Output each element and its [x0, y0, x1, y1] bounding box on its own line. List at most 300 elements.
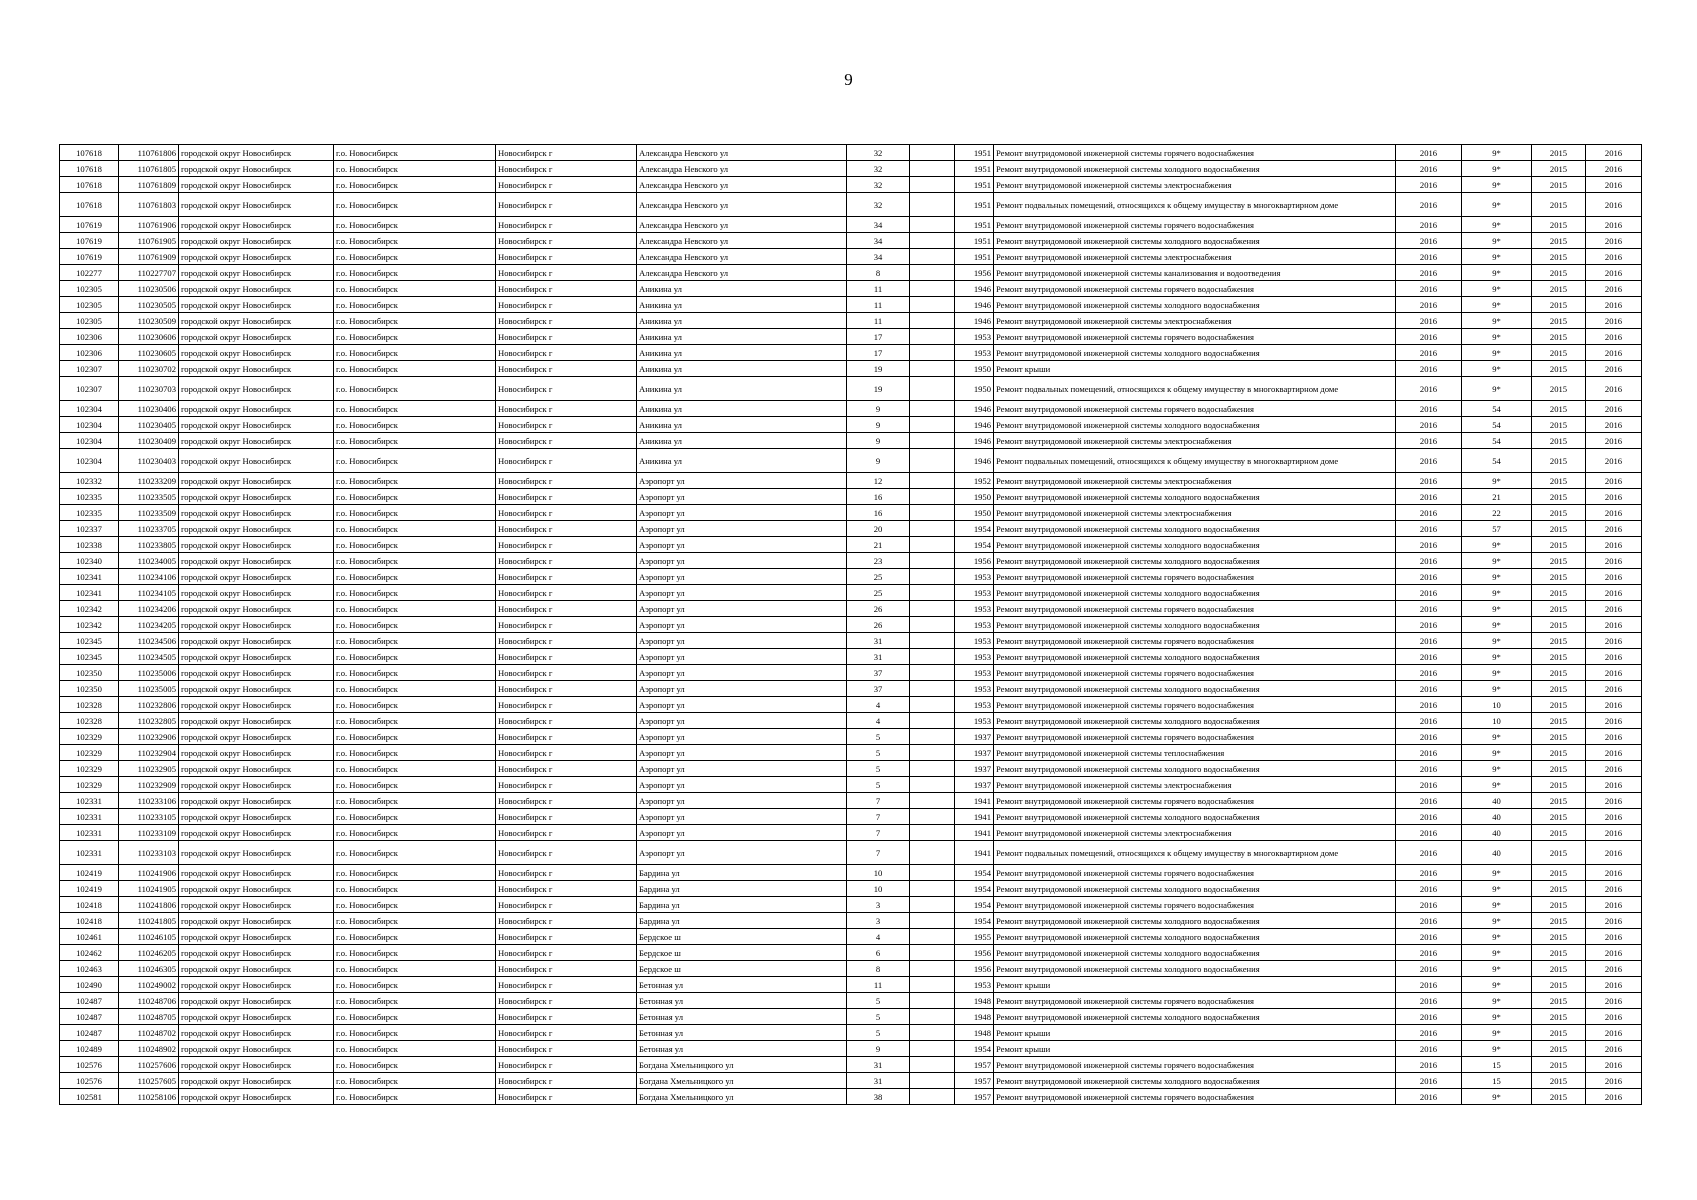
cell-municipality: г.о. Новосибирск [334, 265, 496, 281]
cell-municipality: г.о. Новосибирск [334, 929, 496, 945]
cell-program-id: 110233805 [119, 537, 179, 553]
cell-year-c: 2015 [1532, 961, 1586, 977]
cell-year-a: 2016 [1396, 913, 1462, 929]
cell-year-c: 2015 [1532, 825, 1586, 841]
cell-year-a: 2016 [1396, 1057, 1462, 1073]
cell-year-c: 2015 [1532, 977, 1586, 993]
cell-municipal-district: городской округ Новосибирск [179, 1057, 334, 1073]
cell-program-id: 110230406 [119, 401, 179, 417]
cell-col-b: 9* [1462, 777, 1532, 793]
cell-street: Аникина ул [637, 345, 847, 361]
cell-program-id: 110234205 [119, 617, 179, 633]
cell-year-d: 2016 [1586, 1089, 1642, 1105]
cell-program-id: 110230409 [119, 433, 179, 449]
cell-house-number: 11 [847, 297, 910, 313]
cell-year-d: 2016 [1586, 617, 1642, 633]
cell-year-a: 2016 [1396, 961, 1462, 977]
cell-year-built: 1954 [955, 881, 994, 897]
cell-year-a: 2016 [1396, 945, 1462, 961]
cell-program-id: 110232905 [119, 761, 179, 777]
cell-house-id: 102487 [60, 993, 119, 1009]
table-row [60, 601, 1642, 617]
cell-house-number: 20 [847, 521, 910, 537]
cell-year-c: 2015 [1532, 649, 1586, 665]
cell-col-b: 9* [1462, 1025, 1532, 1041]
cell-year-built: 1951 [955, 161, 994, 177]
cell-house-number: 4 [847, 713, 910, 729]
cell-house-id: 102305 [60, 297, 119, 313]
cell-year-c: 2015 [1532, 345, 1586, 361]
cell-program-id: 110233209 [119, 473, 179, 489]
cell-program-id: 110761905 [119, 233, 179, 249]
cell-house-number: 34 [847, 217, 910, 233]
cell-year-built: 1951 [955, 193, 994, 217]
cell-work-type: Ремонт внутридомовой инженерной системы горячего водоснабжения [994, 401, 1396, 417]
cell-year-d: 2016 [1586, 361, 1642, 377]
cell-building [910, 401, 955, 417]
cell-municipal-district: городской округ Новосибирск [179, 713, 334, 729]
cell-municipal-district: городской округ Новосибирск [179, 161, 334, 177]
cell-house-number: 7 [847, 809, 910, 825]
cell-municipal-district: городской округ Новосибирск [179, 329, 334, 345]
cell-street: Бердское ш [637, 961, 847, 977]
cell-year-d: 2016 [1586, 265, 1642, 281]
cell-municipal-district: городской округ Новосибирск [179, 585, 334, 601]
cell-year-c: 2015 [1532, 249, 1586, 265]
cell-street: Аникина ул [637, 297, 847, 313]
cell-municipal-district: городской округ Новосибирск [179, 897, 334, 913]
cell-municipality: г.о. Новосибирск [334, 1009, 496, 1025]
cell-year-c: 2015 [1532, 1041, 1586, 1057]
cell-year-built: 1950 [955, 489, 994, 505]
cell-year-d: 2016 [1586, 865, 1642, 881]
cell-year-a: 2016 [1396, 161, 1462, 177]
cell-municipal-district: городской округ Новосибирск [179, 553, 334, 569]
cell-municipality: г.о. Новосибирск [334, 521, 496, 537]
cell-work-type: Ремонт внутридомовой инженерной системы холодного водоснабжения [994, 649, 1396, 665]
cell-municipal-district: городской округ Новосибирск [179, 617, 334, 633]
cell-year-d: 2016 [1586, 505, 1642, 521]
table-row [60, 977, 1642, 993]
cell-municipality: г.о. Новосибирск [334, 297, 496, 313]
cell-year-built: 1946 [955, 449, 994, 473]
cell-municipal-district: городской округ Новосибирск [179, 1073, 334, 1089]
cell-year-a: 2016 [1396, 681, 1462, 697]
cell-house-id: 102332 [60, 473, 119, 489]
cell-year-built: 1957 [955, 1089, 994, 1105]
cell-year-a: 2016 [1396, 865, 1462, 881]
cell-municipal-district: городской округ Новосибирск [179, 793, 334, 809]
cell-building [910, 977, 955, 993]
cell-municipality: г.о. Новосибирск [334, 585, 496, 601]
cell-year-built: 1956 [955, 945, 994, 961]
cell-building [910, 1041, 955, 1057]
cell-work-type: Ремонт внутридомовой инженерной системы горячего водоснабжения [994, 217, 1396, 233]
cell-year-c: 2015 [1532, 729, 1586, 745]
cell-col-b: 9* [1462, 881, 1532, 897]
cell-locality: Новосибирск г [496, 449, 637, 473]
cell-work-type: Ремонт подвальных помещений, относящихся к общему имуществу в многоквартирном доме [994, 841, 1396, 865]
cell-building [910, 777, 955, 793]
cell-year-a: 2016 [1396, 1025, 1462, 1041]
cell-year-c: 2015 [1532, 377, 1586, 401]
cell-building [910, 553, 955, 569]
cell-municipal-district: городской округ Новосибирск [179, 217, 334, 233]
cell-building [910, 449, 955, 473]
cell-house-id: 102329 [60, 777, 119, 793]
cell-locality: Новосибирск г [496, 1009, 637, 1025]
cell-street: Аэропорт ул [637, 681, 847, 697]
table-row [60, 1025, 1642, 1041]
cell-program-id: 110257605 [119, 1073, 179, 1089]
cell-street: Аэропорт ул [637, 473, 847, 489]
cell-locality: Новосибирск г [496, 145, 637, 161]
cell-house-id: 102328 [60, 713, 119, 729]
cell-year-c: 2015 [1532, 993, 1586, 1009]
cell-locality: Новосибирск г [496, 249, 637, 265]
cell-municipality: г.о. Новосибирск [334, 681, 496, 697]
cell-work-type: Ремонт внутридомовой инженерной системы горячего водоснабжения [994, 145, 1396, 161]
cell-municipal-district: городской округ Новосибирск [179, 1089, 334, 1105]
cell-program-id: 110761809 [119, 177, 179, 193]
cell-street: Аникина ул [637, 329, 847, 345]
cell-house-number: 37 [847, 681, 910, 697]
cell-program-id: 110246305 [119, 961, 179, 977]
cell-col-b: 9* [1462, 649, 1532, 665]
cell-year-d: 2016 [1586, 977, 1642, 993]
cell-building [910, 521, 955, 537]
cell-building [910, 793, 955, 809]
table-row [60, 993, 1642, 1009]
cell-municipality: г.о. Новосибирск [334, 881, 496, 897]
cell-year-a: 2016 [1396, 881, 1462, 897]
cell-house-id: 102461 [60, 929, 119, 945]
cell-locality: Новосибирск г [496, 161, 637, 177]
table-row [60, 417, 1642, 433]
cell-locality: Новосибирск г [496, 377, 637, 401]
cell-year-d: 2016 [1586, 249, 1642, 265]
cell-col-b: 9* [1462, 585, 1532, 601]
cell-year-c: 2015 [1532, 193, 1586, 217]
cell-program-id: 110233705 [119, 521, 179, 537]
cell-locality: Новосибирск г [496, 633, 637, 649]
cell-year-d: 2016 [1586, 449, 1642, 473]
cell-year-d: 2016 [1586, 433, 1642, 449]
cell-program-id: 110230506 [119, 281, 179, 297]
cell-municipality: г.о. Новосибирск [334, 161, 496, 177]
cell-year-d: 2016 [1586, 161, 1642, 177]
cell-year-c: 2015 [1532, 1057, 1586, 1073]
cell-year-c: 2015 [1532, 281, 1586, 297]
cell-building [910, 881, 955, 897]
cell-municipal-district: городской округ Новосибирск [179, 313, 334, 329]
cell-work-type: Ремонт внутридомовой инженерной системы электроснабжения [994, 313, 1396, 329]
cell-year-c: 2015 [1532, 329, 1586, 345]
cell-program-id: 110235005 [119, 681, 179, 697]
cell-year-c: 2015 [1532, 313, 1586, 329]
cell-street: Александра Невского ул [637, 233, 847, 249]
cell-year-a: 2016 [1396, 417, 1462, 433]
cell-municipal-district: городской округ Новосибирск [179, 881, 334, 897]
cell-municipal-district: городской округ Новосибирск [179, 697, 334, 713]
cell-col-b: 9* [1462, 233, 1532, 249]
cell-house-number: 5 [847, 1009, 910, 1025]
cell-house-id: 102304 [60, 401, 119, 417]
table-row [60, 145, 1642, 161]
cell-work-type: Ремонт внутридомовой инженерной системы горячего водоснабжения [994, 601, 1396, 617]
cell-year-d: 2016 [1586, 809, 1642, 825]
cell-building [910, 697, 955, 713]
cell-building [910, 281, 955, 297]
cell-program-id: 110234105 [119, 585, 179, 601]
cell-year-d: 2016 [1586, 313, 1642, 329]
repair-registry-table [59, 144, 1642, 1105]
cell-building [910, 601, 955, 617]
cell-street: Аэропорт ул [637, 521, 847, 537]
cell-col-b: 9* [1462, 929, 1532, 945]
cell-col-b: 9* [1462, 249, 1532, 265]
cell-program-id: 110246105 [119, 929, 179, 945]
cell-house-id: 102418 [60, 913, 119, 929]
cell-building [910, 1025, 955, 1041]
cell-street: Александра Невского ул [637, 145, 847, 161]
cell-municipal-district: городской округ Новосибирск [179, 417, 334, 433]
cell-locality: Новосибирск г [496, 961, 637, 977]
cell-year-c: 2015 [1532, 617, 1586, 633]
cell-building [910, 585, 955, 601]
cell-street: Аэропорт ул [637, 633, 847, 649]
cell-year-built: 1954 [955, 897, 994, 913]
table-row [60, 433, 1642, 449]
cell-house-number: 31 [847, 1057, 910, 1073]
cell-house-id: 107618 [60, 161, 119, 177]
cell-year-c: 2015 [1532, 177, 1586, 193]
cell-year-built: 1953 [955, 329, 994, 345]
cell-municipal-district: городской округ Новосибирск [179, 1041, 334, 1057]
table-row [60, 649, 1642, 665]
cell-house-number: 31 [847, 649, 910, 665]
cell-col-b: 9* [1462, 313, 1532, 329]
cell-year-a: 2016 [1396, 401, 1462, 417]
cell-municipality: г.о. Новосибирск [334, 713, 496, 729]
cell-year-d: 2016 [1586, 145, 1642, 161]
table-row [60, 521, 1642, 537]
cell-work-type: Ремонт внутридомовой инженерной системы электроснабжения [994, 249, 1396, 265]
cell-year-built: 1953 [955, 697, 994, 713]
cell-year-built: 1957 [955, 1073, 994, 1089]
cell-house-number: 34 [847, 233, 910, 249]
cell-locality: Новосибирск г [496, 569, 637, 585]
cell-year-a: 2016 [1396, 505, 1462, 521]
cell-year-built: 1953 [955, 585, 994, 601]
cell-street: Аэропорт ул [637, 617, 847, 633]
cell-street: Александра Невского ул [637, 265, 847, 281]
cell-work-type: Ремонт внутридомовой инженерной системы электроснабжения [994, 433, 1396, 449]
cell-work-type: Ремонт внутридомовой инженерной системы холодного водоснабжения [994, 617, 1396, 633]
cell-work-type: Ремонт внутридомовой инженерной системы горячего водоснабжения [994, 1057, 1396, 1073]
cell-year-d: 2016 [1586, 489, 1642, 505]
cell-year-built: 1937 [955, 745, 994, 761]
cell-locality: Новосибирск г [496, 897, 637, 913]
cell-program-id: 110761909 [119, 249, 179, 265]
cell-year-built: 1953 [955, 601, 994, 617]
cell-building [910, 473, 955, 489]
cell-municipality: г.о. Новосибирск [334, 473, 496, 489]
cell-year-c: 2015 [1532, 713, 1586, 729]
table-row [60, 161, 1642, 177]
table-row [60, 329, 1642, 345]
cell-work-type: Ремонт внутридомовой инженерной системы холодного водоснабжения [994, 1009, 1396, 1025]
cell-municipality: г.о. Новосибирск [334, 865, 496, 881]
cell-locality: Новосибирск г [496, 177, 637, 193]
cell-col-b: 9* [1462, 945, 1532, 961]
cell-year-d: 2016 [1586, 177, 1642, 193]
cell-house-id: 102328 [60, 697, 119, 713]
cell-program-id: 110230606 [119, 329, 179, 345]
cell-street: Аэропорт ул [637, 489, 847, 505]
cell-house-id: 102576 [60, 1057, 119, 1073]
cell-year-d: 2016 [1586, 329, 1642, 345]
cell-locality: Новосибирск г [496, 929, 637, 945]
cell-year-built: 1953 [955, 569, 994, 585]
cell-house-id: 107619 [60, 233, 119, 249]
cell-year-d: 2016 [1586, 401, 1642, 417]
cell-program-id: 110233109 [119, 825, 179, 841]
cell-year-c: 2015 [1532, 841, 1586, 865]
cell-locality: Новосибирск г [496, 697, 637, 713]
cell-year-d: 2016 [1586, 961, 1642, 977]
cell-program-id: 110230505 [119, 297, 179, 313]
cell-locality: Новосибирск г [496, 553, 637, 569]
cell-year-d: 2016 [1586, 913, 1642, 929]
cell-municipality: г.о. Новосибирск [334, 697, 496, 713]
cell-municipality: г.о. Новосибирск [334, 897, 496, 913]
cell-year-d: 2016 [1586, 521, 1642, 537]
cell-locality: Новосибирск г [496, 417, 637, 433]
cell-building [910, 993, 955, 1009]
cell-municipality: г.о. Новосибирск [334, 217, 496, 233]
cell-col-b: 9* [1462, 601, 1532, 617]
cell-house-id: 102338 [60, 537, 119, 553]
cell-col-b: 9* [1462, 177, 1532, 193]
cell-work-type: Ремонт внутридомовой инженерной системы холодного водоснабжения [994, 681, 1396, 697]
cell-locality: Новосибирск г [496, 729, 637, 745]
cell-program-id: 110234206 [119, 601, 179, 617]
cell-house-id: 102487 [60, 1009, 119, 1025]
cell-locality: Новосибирск г [496, 489, 637, 505]
cell-year-built: 1956 [955, 265, 994, 281]
cell-municipality: г.о. Новосибирск [334, 1089, 496, 1105]
cell-house-number: 7 [847, 793, 910, 809]
cell-street: Аэропорт ул [637, 761, 847, 777]
table-row [60, 841, 1642, 865]
cell-work-type: Ремонт внутридомовой инженерной системы горячего водоснабжения [994, 993, 1396, 1009]
cell-locality: Новосибирск г [496, 1041, 637, 1057]
cell-col-b: 15 [1462, 1073, 1532, 1089]
cell-house-id: 102329 [60, 729, 119, 745]
cell-municipality: г.о. Новосибирск [334, 281, 496, 297]
cell-street: Аэропорт ул [637, 713, 847, 729]
cell-year-a: 2016 [1396, 841, 1462, 865]
cell-municipality: г.о. Новосибирск [334, 489, 496, 505]
cell-year-a: 2016 [1396, 977, 1462, 993]
cell-year-built: 1941 [955, 825, 994, 841]
cell-municipal-district: городской округ Новосибирск [179, 361, 334, 377]
cell-building [910, 897, 955, 913]
cell-municipality: г.о. Новосибирск [334, 993, 496, 1009]
cell-program-id: 110248702 [119, 1025, 179, 1041]
cell-year-a: 2016 [1396, 233, 1462, 249]
cell-street: Аэропорт ул [637, 841, 847, 865]
cell-locality: Новосибирск г [496, 745, 637, 761]
table-row [60, 633, 1642, 649]
cell-year-built: 1952 [955, 473, 994, 489]
cell-house-number: 16 [847, 505, 910, 521]
cell-work-type: Ремонт внутридомовой инженерной системы холодного водоснабжения [994, 929, 1396, 945]
cell-year-a: 2016 [1396, 1089, 1462, 1105]
cell-program-id: 110232909 [119, 777, 179, 793]
cell-street: Аникина ул [637, 401, 847, 417]
cell-municipal-district: городской округ Новосибирск [179, 177, 334, 193]
cell-year-d: 2016 [1586, 585, 1642, 601]
cell-municipality: г.о. Новосибирск [334, 377, 496, 401]
cell-year-d: 2016 [1586, 745, 1642, 761]
cell-street: Богдана Хмельницкого ул [637, 1089, 847, 1105]
cell-house-number: 11 [847, 281, 910, 297]
cell-house-id: 102350 [60, 681, 119, 697]
cell-year-a: 2016 [1396, 249, 1462, 265]
cell-locality: Новосибирск г [496, 505, 637, 521]
cell-year-a: 2016 [1396, 473, 1462, 489]
cell-municipality: г.о. Новосибирск [334, 361, 496, 377]
cell-street: Бетонная ул [637, 977, 847, 993]
cell-year-a: 2016 [1396, 265, 1462, 281]
cell-house-number: 10 [847, 881, 910, 897]
cell-year-built: 1951 [955, 145, 994, 161]
cell-year-d: 2016 [1586, 553, 1642, 569]
cell-municipal-district: городской округ Новосибирск [179, 281, 334, 297]
cell-col-b: 9* [1462, 345, 1532, 361]
cell-house-id: 102306 [60, 329, 119, 345]
cell-work-type: Ремонт крыши [994, 361, 1396, 377]
cell-year-c: 2015 [1532, 265, 1586, 281]
cell-year-a: 2016 [1396, 1073, 1462, 1089]
cell-house-id: 102340 [60, 553, 119, 569]
cell-year-c: 2015 [1532, 681, 1586, 697]
cell-year-a: 2016 [1396, 193, 1462, 217]
cell-col-b: 40 [1462, 841, 1532, 865]
cell-building [910, 809, 955, 825]
table-row [60, 809, 1642, 825]
cell-year-c: 2015 [1532, 569, 1586, 585]
cell-work-type: Ремонт внутридомовой инженерной системы электроснабжения [994, 825, 1396, 841]
table-row [60, 913, 1642, 929]
cell-street: Аэропорт ул [637, 601, 847, 617]
cell-year-a: 2016 [1396, 569, 1462, 585]
cell-municipality: г.о. Новосибирск [334, 145, 496, 161]
cell-year-a: 2016 [1396, 777, 1462, 793]
cell-col-b: 9* [1462, 977, 1532, 993]
cell-municipal-district: городской округ Новосибирск [179, 945, 334, 961]
cell-col-b: 54 [1462, 401, 1532, 417]
cell-year-a: 2016 [1396, 585, 1462, 601]
cell-year-c: 2015 [1532, 601, 1586, 617]
cell-house-number: 19 [847, 377, 910, 401]
cell-year-c: 2015 [1532, 433, 1586, 449]
cell-street: Аэропорт ул [637, 649, 847, 665]
cell-program-id: 110232906 [119, 729, 179, 745]
cell-year-d: 2016 [1586, 665, 1642, 681]
